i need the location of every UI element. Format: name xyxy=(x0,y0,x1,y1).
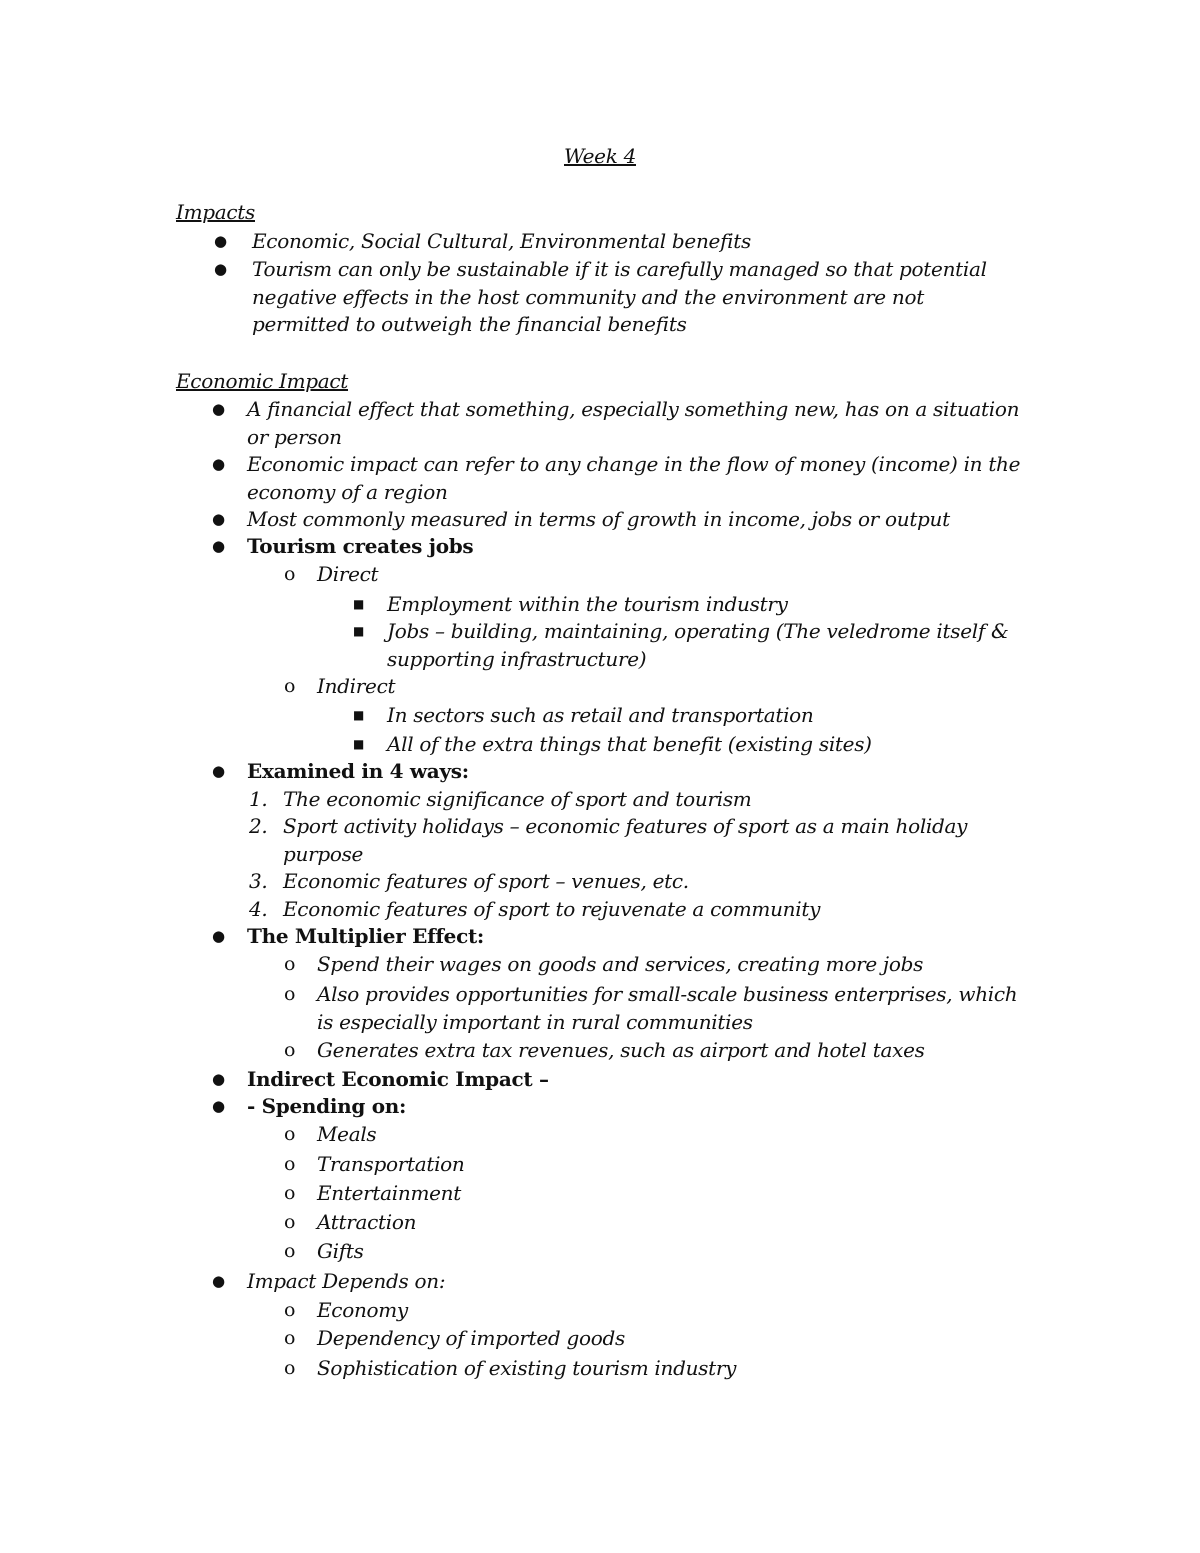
bullet-marker: ● xyxy=(212,1070,225,1088)
circle-marker: o xyxy=(284,1039,296,1061)
circle-marker: o xyxy=(284,1327,296,1349)
circle-marker: o xyxy=(284,1240,296,1262)
circle-marker: o xyxy=(284,1182,296,1204)
economic-impact-heading: Economic Impact xyxy=(176,369,349,393)
list-number: 1. xyxy=(249,787,268,811)
square-marker: ■ xyxy=(353,708,365,722)
list-item: Entertainment xyxy=(317,1181,461,1205)
circle-marker: o xyxy=(284,675,296,697)
list-item: The economic significance of sport and tourism xyxy=(283,787,752,811)
bullet-marker: ● xyxy=(214,232,227,250)
circle-marker: o xyxy=(284,1357,296,1379)
list-item: Tourism can only be sustainable if it is carefully managed so that potential negative effects in the host community and the environment are not permitted to outweigh the financial benefits xyxy=(252,257,987,336)
list-number: 2. xyxy=(249,814,268,838)
examined-label: Examined in 4 ways: xyxy=(247,759,469,783)
bullet-marker: ● xyxy=(212,537,225,555)
list-item: In sectors such as retail and transportation xyxy=(387,703,814,727)
circle-marker: o xyxy=(284,1153,296,1175)
indirect-economic-label: Indirect Economic Impact – xyxy=(247,1067,549,1091)
bullet-marker: ● xyxy=(212,400,225,418)
list-item: A financial effect that something, especially something new, has on a situation or person xyxy=(247,397,1020,449)
list-item: Transportation xyxy=(317,1152,465,1176)
circle-marker: o xyxy=(284,983,296,1005)
bullet-marker: ● xyxy=(212,455,225,473)
list-item: Also provides opportunities for small-scale business enterprises, which is especially important in rural communities xyxy=(317,982,1018,1034)
impacts-heading: Impacts xyxy=(176,200,255,224)
bullet-marker: ● xyxy=(212,1272,225,1290)
list-item: Economic, Social Cultural, Environmental benefits xyxy=(252,229,751,253)
list-item: Generates extra tax revenues, such as airport and hotel taxes xyxy=(317,1038,925,1062)
list-item: Economy xyxy=(317,1298,408,1322)
list-item: Dependency of imported goods xyxy=(317,1326,625,1350)
bullet-marker: ● xyxy=(212,762,225,780)
list-item: Employment within the tourism industry xyxy=(387,592,788,616)
bullet-marker: ● xyxy=(212,1097,225,1115)
list-item: Gifts xyxy=(317,1239,364,1263)
list-item: Meals xyxy=(317,1122,377,1146)
multiplier-label: The Multiplier Effect: xyxy=(247,924,485,948)
jobs-label: Tourism creates jobs xyxy=(247,534,474,558)
bullet-marker: ● xyxy=(212,510,225,528)
list-item: Economic impact can refer to any change in the flow of money (income) in the economy of a region xyxy=(247,452,1021,504)
list-item: Most commonly measured in terms of growth in income, jobs or output xyxy=(247,507,950,531)
indirect-label: Indirect xyxy=(317,674,396,698)
bullet-marker: ● xyxy=(212,927,225,945)
circle-marker: o xyxy=(284,1123,296,1145)
square-marker: ■ xyxy=(353,597,365,611)
list-number: 3. xyxy=(249,869,268,893)
circle-marker: o xyxy=(284,953,296,975)
circle-marker: o xyxy=(284,1299,296,1321)
list-item: All of the extra things that benefit (existing sites) xyxy=(387,732,872,756)
circle-marker: o xyxy=(284,1211,296,1233)
list-item: Economic features of sport to rejuvenate a community xyxy=(283,897,821,921)
bullet-marker: ● xyxy=(214,260,227,278)
page-title: Week 4 xyxy=(564,144,636,168)
direct-label: Direct xyxy=(317,562,379,586)
list-item: Economic features of sport – venues, etc. xyxy=(283,869,689,893)
spending-label: - Spending on: xyxy=(247,1094,407,1118)
square-marker: ■ xyxy=(353,737,365,751)
list-item: Spend their wages on goods and services, creating more jobs xyxy=(317,952,924,976)
list-item: Attraction xyxy=(317,1210,417,1234)
list-item: Sport activity holidays – economic features of sport as a main holiday purpose xyxy=(283,814,968,866)
circle-marker: o xyxy=(284,563,296,585)
depends-label: Impact Depends on: xyxy=(247,1269,446,1293)
list-item: Sophistication of existing tourism industry xyxy=(317,1356,737,1380)
square-marker: ■ xyxy=(353,624,365,638)
list-item: Jobs – building, maintaining, operating (The veledrome itself & supporting infrastructure) xyxy=(387,619,1009,671)
list-number: 4. xyxy=(249,897,268,921)
